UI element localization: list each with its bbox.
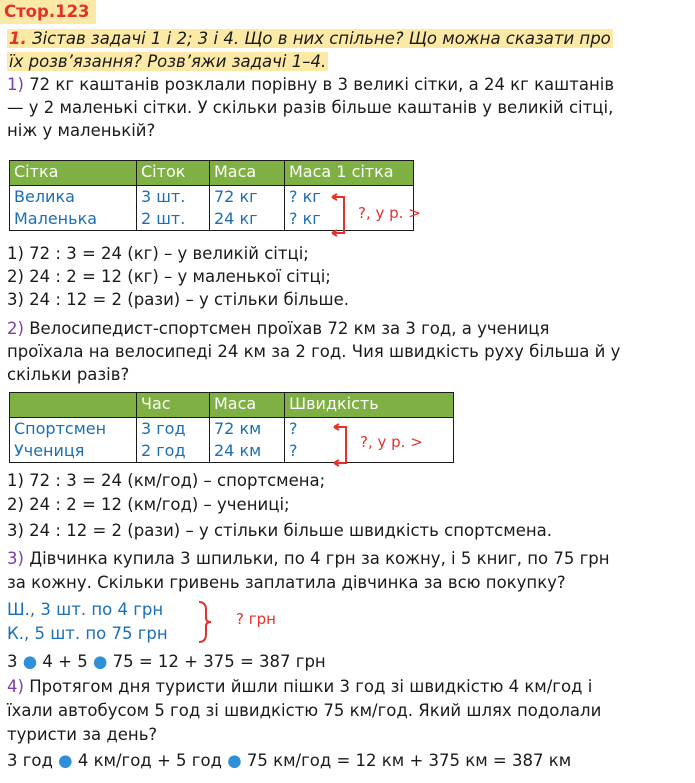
problem-4-solution: 3 год ● 4 км/год + 5 год ● 75 км/год = 12 км + 375 км = 387 км [7, 751, 572, 770]
solution-line: 2) 24 : 2 = 12 (км/год) – учениці; [7, 495, 290, 514]
solution-line: 3) 24 : 12 = 2 (рази) – у стільки більше швидкість спортсмена. [7, 521, 552, 540]
problem-3-text-1: Дівчинка купила 3 шпильки, по 4 грн за кожну, і 5 книг, по 75 грн [29, 549, 610, 568]
task-text-1: Зістав задачі 1 і 2; 3 і 4. Що в них спільне? Що можна сказати про [32, 29, 611, 48]
table-header [10, 393, 137, 418]
table-header: Сітка [10, 161, 137, 186]
problem-4-line-3: туристи за день? [7, 725, 158, 744]
task-number: 1. [9, 29, 27, 48]
problem-1-line-1 [7, 74, 614, 96]
solution-line: 3) 24 : 12 = 2 (рази) – у стільки більше. [7, 290, 349, 309]
table-header: Маса 1 сітка [285, 161, 414, 186]
problem-4-line-2: їхали автобусом 5 год зі швидкістю 75 км/год. Який шлях подолали [7, 701, 602, 720]
task-line-2 [7, 51, 328, 73]
task-line-1 [7, 28, 613, 50]
problem-1-question-note: ?, у р. > [358, 204, 421, 222]
problem-3-line-1 [7, 548, 610, 570]
solution-line: 2) 24 : 2 = 12 (кг) – у маленької сітці; [7, 267, 331, 286]
table-header: Час [137, 393, 210, 418]
problem-2-table [9, 392, 454, 463]
problem-3-line-2: за кожну. Скільки гривень заплатила дівчинка за всю покупку? [7, 573, 566, 592]
problem-1-line-2: — у 2 маленькі сітки. У скільки разів більше каштанів у великій сітці, [7, 98, 614, 117]
sum-brace [196, 600, 214, 644]
problem-2-line-1 [7, 318, 549, 340]
table-cell: 3 шт. 2 шт. [137, 186, 210, 231]
problem-2-question-note: ?, у р. > [360, 433, 423, 451]
problem-3-question-note: ? грн [236, 610, 276, 628]
table-header: Сіток [137, 161, 210, 186]
problem-2-marker: 2) [7, 319, 24, 338]
comparison-bracket [330, 193, 356, 237]
table-cell: 72 кг 24 кг [210, 186, 285, 231]
problem-3-short-2: К., 5 шт. по 75 грн [7, 624, 168, 643]
task-text-2: їх розв’язання? Розв’яжи задачі 1–4. [9, 52, 327, 71]
table-cell: Велика Маленька [10, 186, 137, 231]
problem-1-line-3: ніж у маленькій? [7, 121, 156, 140]
problem-1-text-1: 72 кг каштанів розклали порівну в 3 великі сітки, а 24 кг каштанів [29, 75, 615, 94]
problem-3-marker: 3) [7, 549, 24, 568]
table-header: Маса [210, 393, 285, 418]
table-cell: ? кг ? кг [285, 186, 414, 231]
problem-4-marker: 4) [7, 677, 24, 696]
problem-4-line-1 [7, 676, 592, 698]
problem-3-solution: 3 ● 4 + 5 ● 75 = 12 + 375 = 387 грн [7, 652, 326, 671]
table-cell: ? ? [285, 418, 454, 463]
table-header: Маса [210, 161, 285, 186]
solution-line: 1) 72 : 3 = 24 (км/год) – спортсмена; [7, 471, 326, 490]
problem-2-line-3: скільки разів? [7, 365, 130, 384]
problem-3-short-1: Ш., 3 шт. по 4 грн [7, 600, 164, 619]
solution-line: 1) 72 : 3 = 24 (кг) – у великій сітці; [7, 244, 309, 263]
page-label: Стор.123 [0, 0, 96, 24]
problem-1-marker: 1) [7, 75, 24, 94]
comparison-bracket [332, 423, 358, 467]
problem-2-text-1: Велосипедист-спортсмен проїхав 72 км за 3 год, а учениця [29, 319, 550, 338]
problem-4-text-1: Протягом дня туристи йшли пішки 3 год зі швидкістю 4 км/год і [29, 677, 593, 696]
table-cell: 3 год 2 год [137, 418, 210, 463]
table-cell: 72 км 24 км [210, 418, 285, 463]
table-header: Швидкість [285, 393, 454, 418]
table-cell: Спортсмен Учениця [10, 418, 137, 463]
problem-2-line-2: проїхала на велосипеді 24 км за 2 год. Чия швидкість руху більша й у [7, 342, 621, 361]
